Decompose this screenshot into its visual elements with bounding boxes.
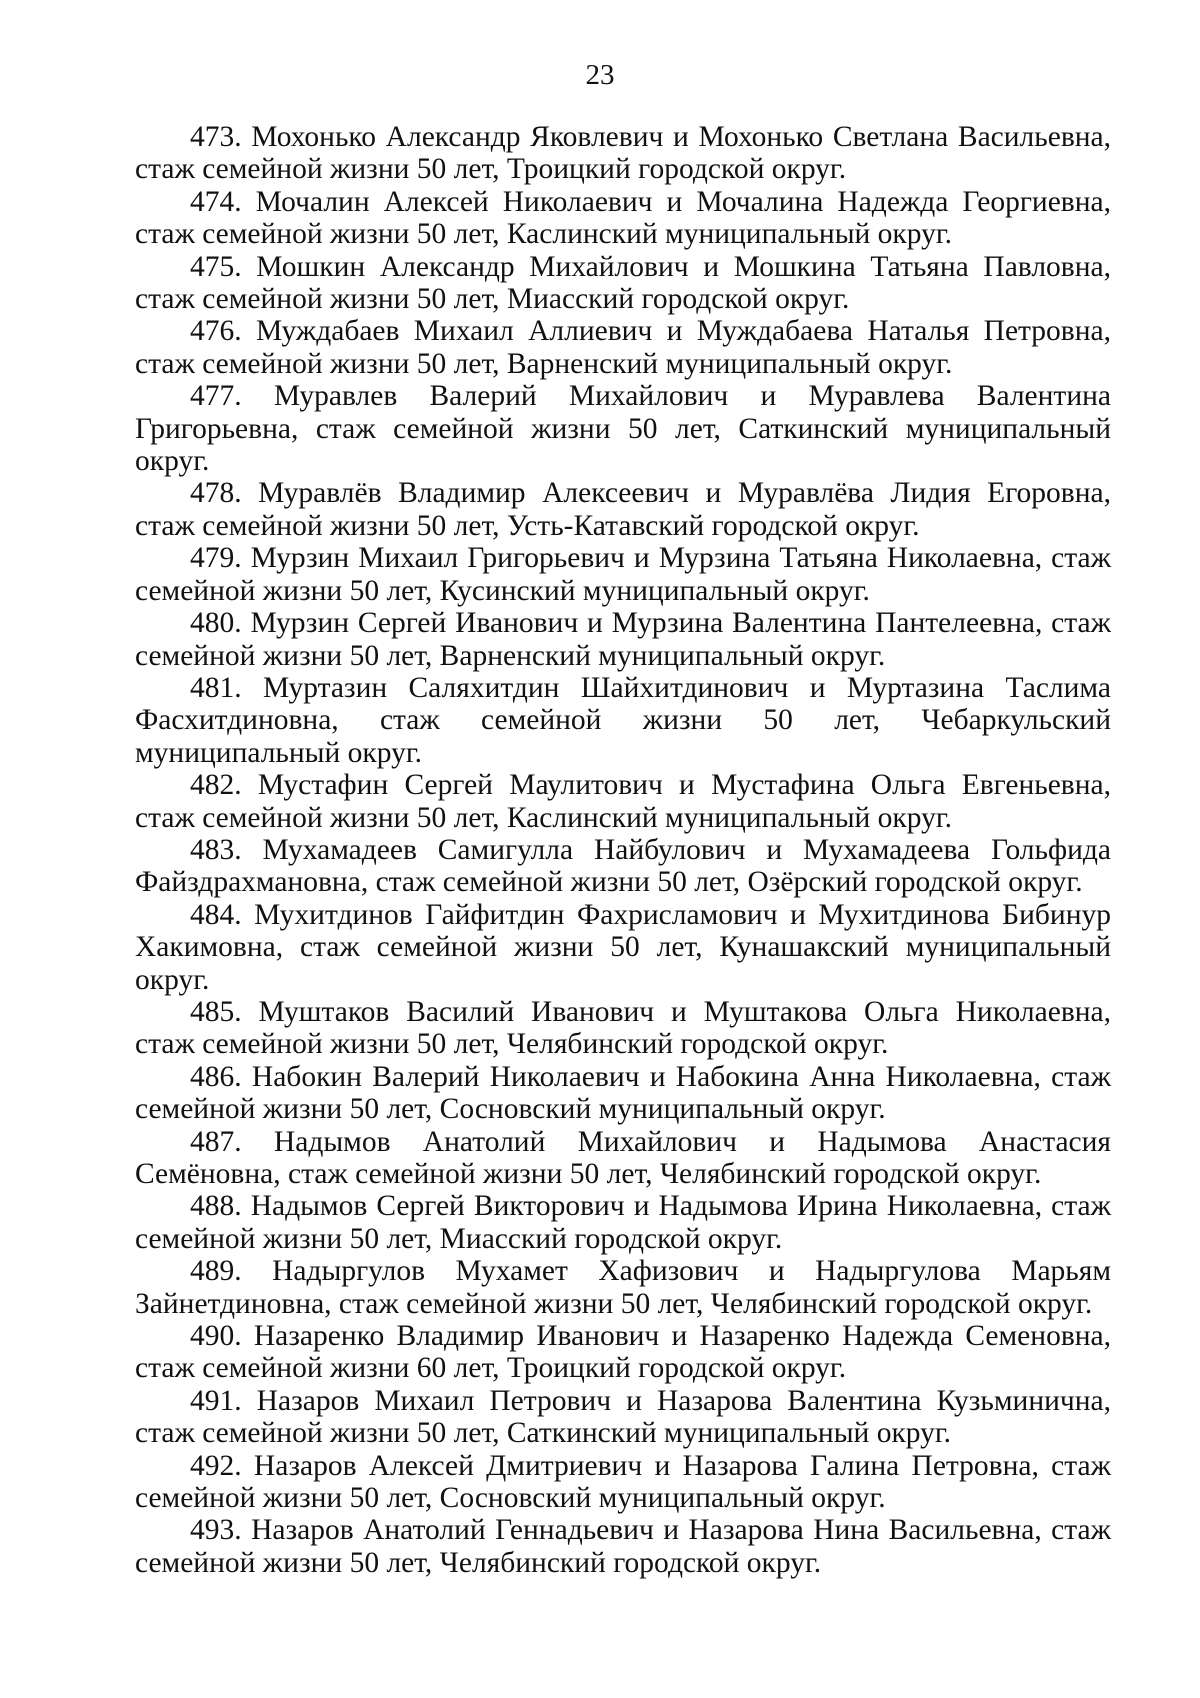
list-item: 485. Муштаков Василий Иванович и Муштакова Ольга Николаевна, стаж семейной жизни 50 лет, Челябинский городской округ. — [135, 995, 1111, 1061]
list-item: 488. Надымов Сергей Викторович и Надымова Ирина Николаевна, стаж семейной жизни 50 лет, Миасский городской округ. — [135, 1190, 1111, 1255]
list-item: 491. Назаров Михаил Петрович и Назарова Валентина Кузьминична, стаж семейной жизни 50 лет, Саткинский муниципальный округ. — [135, 1384, 1111, 1450]
list-item: 487. Надымов Анатолий Михайлович и Надымова Анастасия Семёновна, стаж семейной жизни 50 лет, Челябинский городской округ. — [135, 1125, 1111, 1190]
list-item: 490. Назаренко Владимир Иванович и Назаренко Надежда Семеновна, стаж семейной жизни 60 лет, Троицкий городской округ. — [135, 1320, 1111, 1385]
list-item: 481. Муртазин Саляхитдин Шайхитдинович и Муртазина Таслима Фасхитдиновна, стаж семейной жизни 50 лет, Чебаркульский муниципальный округ. — [135, 671, 1111, 769]
list-item: 475. Мошкин Александр Михайлович и Мошкина Татьяна Павловна, стаж семейной жизни 50 лет, Миасский городской округ. — [135, 250, 1111, 316]
list-item: 483. Мухамадеев Самигулла Найбулович и Мухамадеева Гольфида Файздрахмановна, стаж семейной жизни 50 лет, Озёрский городской округ. — [135, 833, 1111, 899]
list-item: 489. Надыргулов Мухамет Хафизович и Надыргулова Марьям Зайнетдиновна, стаж семейной жизни 50 лет, Челябинский городской округ. — [135, 1255, 1111, 1320]
entry-list — [135, 121, 1111, 1579]
page-number: 23 — [585, 59, 615, 91]
list-item: 480. Мурзин Сергей Иванович и Мурзина Валентина Пантелеевна, стаж семейной жизни 50 лет, Варненский муниципальный округ. — [135, 607, 1111, 672]
list-item: 492. Назаров Алексей Дмитриевич и Назарова Галина Петровна, стаж семейной жизни 50 лет, Сосновский муниципальный округ. — [135, 1449, 1111, 1515]
list-item: 493. Назаров Анатолий Геннадьевич и Назарова Нина Васильевна, стаж семейной жизни 50 лет, Челябинский городской округ. — [135, 1514, 1111, 1579]
list-item: 474. Мочалин Алексей Николаевич и Мочалина Надежда Георгиевна, стаж семейной жизни 50 лет, Каслинский муниципальный округ. — [135, 185, 1111, 251]
list-item: 486. Набокин Валерий Николаевич и Набокина Анна Николаевна, стаж семейной жизни 50 лет, Сосновский муниципальный округ. — [135, 1060, 1111, 1126]
list-item: 478. Муравлёв Владимир Алексеевич и Муравлёва Лидия Егоровна, стаж семейной жизни 50 лет, Усть-Катавский городской округ. — [135, 477, 1111, 542]
list-item: 477. Муравлев Валерий Михайлович и Муравлева Валентина Григорьевна, стаж семейной жизни 50 лет, Саткинский муниципальный округ. — [135, 380, 1111, 478]
list-item: 476. Муждабаев Михаил Аллиевич и Муждабаева Наталья Петровна, стаж семейной жизни 50 лет, Варненский муниципальный округ. — [135, 315, 1111, 380]
list-item: 482. Мустафин Сергей Маулитович и Мустафина Ольга Евгеньевна, стаж семейной жизни 50 лет, Каслинский муниципальный округ. — [135, 769, 1111, 834]
list-item: 479. Мурзин Михаил Григорьевич и Мурзина Татьяна Николаевна, стаж семейной жизни 50 лет, Кусинский муниципальный округ. — [135, 542, 1111, 607]
list-item: 473. Мохонько Александр Яковлевич и Мохонько Светлана Васильевна, стаж семейной жизни 50 лет, Троицкий городской округ. — [135, 121, 1111, 186]
list-item: 484. Мухитдинов Гайфитдин Фахрисламович и Мухитдинова Бибинур Хакимовна, стаж семейной жизни 50 лет, Кунашакский муниципальный округ. — [135, 898, 1111, 996]
